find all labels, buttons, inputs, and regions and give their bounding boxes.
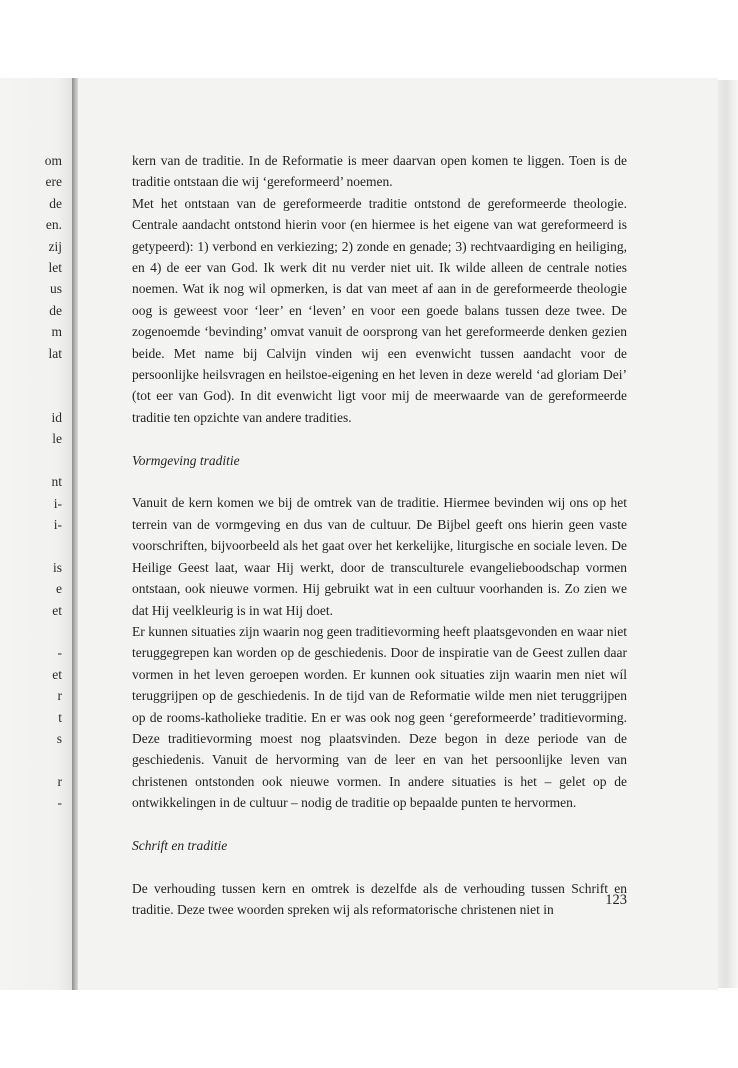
page-edge-shadow — [718, 80, 738, 988]
spacer — [132, 471, 627, 492]
left-page-text-fragments: om ere de en. zij let us de m lat id le nt i- i- is e et - et r t s r - — [44, 153, 62, 811]
paragraph-schrift: De verhouding tussen kern en omtrek is dezelfde als de verhouding tussen Schrift en traditie. Deze twee woorden spreken wij als reformatorische christenen niet in — [132, 880, 627, 918]
paragraph-intro: kern van de traditie. In de Reformatie is meer daarvan open komen te liggen. Toen is de traditie ontstaan die wij ‘gereformeerd’ noemen. — [132, 153, 627, 190]
right-page — [78, 78, 718, 990]
spacer — [132, 428, 627, 449]
page-body — [132, 150, 627, 921]
spacer — [132, 856, 627, 877]
paragraph-vormgeving: Vanuit de kern komen we bij de omtrek van de traditie. Hiermee bevinden wij ons op het terrein van de vormgeving en dus van de cultuur. De Bijbel geeft ons hierin geen vaste voorschriften, bijvoorbeeld als het gaat over het kerkelijke, liturgische en sociale leven. De Heilige Geest laat, waar Hij werkt, door de transculturele evangelieboodschap vormen ontstaan, ook nieuwe vormen. Hij gebruikt wat in een cultuur voorhanden is. Zo zien we dat Hij veelkleurig is in wat Hij doet. — [132, 495, 627, 618]
paragraph-theology: Met het ontstaan van de gereformeerde traditie ontstond de gereformeerde theologie. Centrale aandacht ontstond hierin voor (en hiermee is het eigene van wat gereformeerd is getypeerd): 1) verbond en verkiezing; 2) zonde en genade; 3) rechtvaardiging en heiliging, en 4) de eer van God. Ik werk dit nu verder niet uit. Ik wilde alleen de centrale noties noemen. Wat ik nog wil opmerken, is dat van meet af aan in de gereformeerde theologie oog is geweest voor ‘leer’ en ‘leven’ en voor een goede balans tussen deze twee. De zogenoemde ‘bevinding’ omvat vanuit de oorsprong van het gereformeerde denken gezien beide. Met name bij Calvijn vinden wij een evenwicht tussen aandacht voor de persoonlijke heilsvragen en heilstoe-eigening en het leven in deze wereld ‘ad gloriam Dei’ (tot eer van God). In dit evenwicht ligt voor mij de meerwaarde van de gereformeerde traditie ten opzichte van andere tradities. — [132, 195, 627, 425]
spacer — [132, 814, 627, 835]
section-heading-vormgeving: Vormgeving traditie — [132, 452, 240, 468]
facing-left-page — [0, 78, 72, 990]
section-heading-schrift: Schrift en traditie — [132, 837, 228, 853]
page-number: 123 — [605, 892, 627, 908]
paragraph-situaties: Er kunnen situaties zijn waarin nog geen traditievorming heeft plaatsgevonden en waar niet teruggegrepen kan worden op de geschiedenis. Door de inspiratie van de Geest zullen daar vormen in het leven geroepen worden. Er kunnen ook situaties zijn waarin men niet wíl teruggrijpen op de geschiedenis. In de tijd van de Reformatie wilde men niet teruggrijpen op de rooms-katholieke traditie. En er was ook nog geen ‘gereformeerde’ traditievorming. Deze traditievorming moest nog plaatsvinden. Deze begon in deze periode van de geschiedenis. Vanuit de hervorming van de leer en van het persoonlijke leven van christenen ontstonden ook nieuwe vormen. In andere situaties is het – gelet op de ontwikkelingen in de cultuur – nodig de traditie op bepaalde punten te hervormen. — [132, 623, 627, 811]
